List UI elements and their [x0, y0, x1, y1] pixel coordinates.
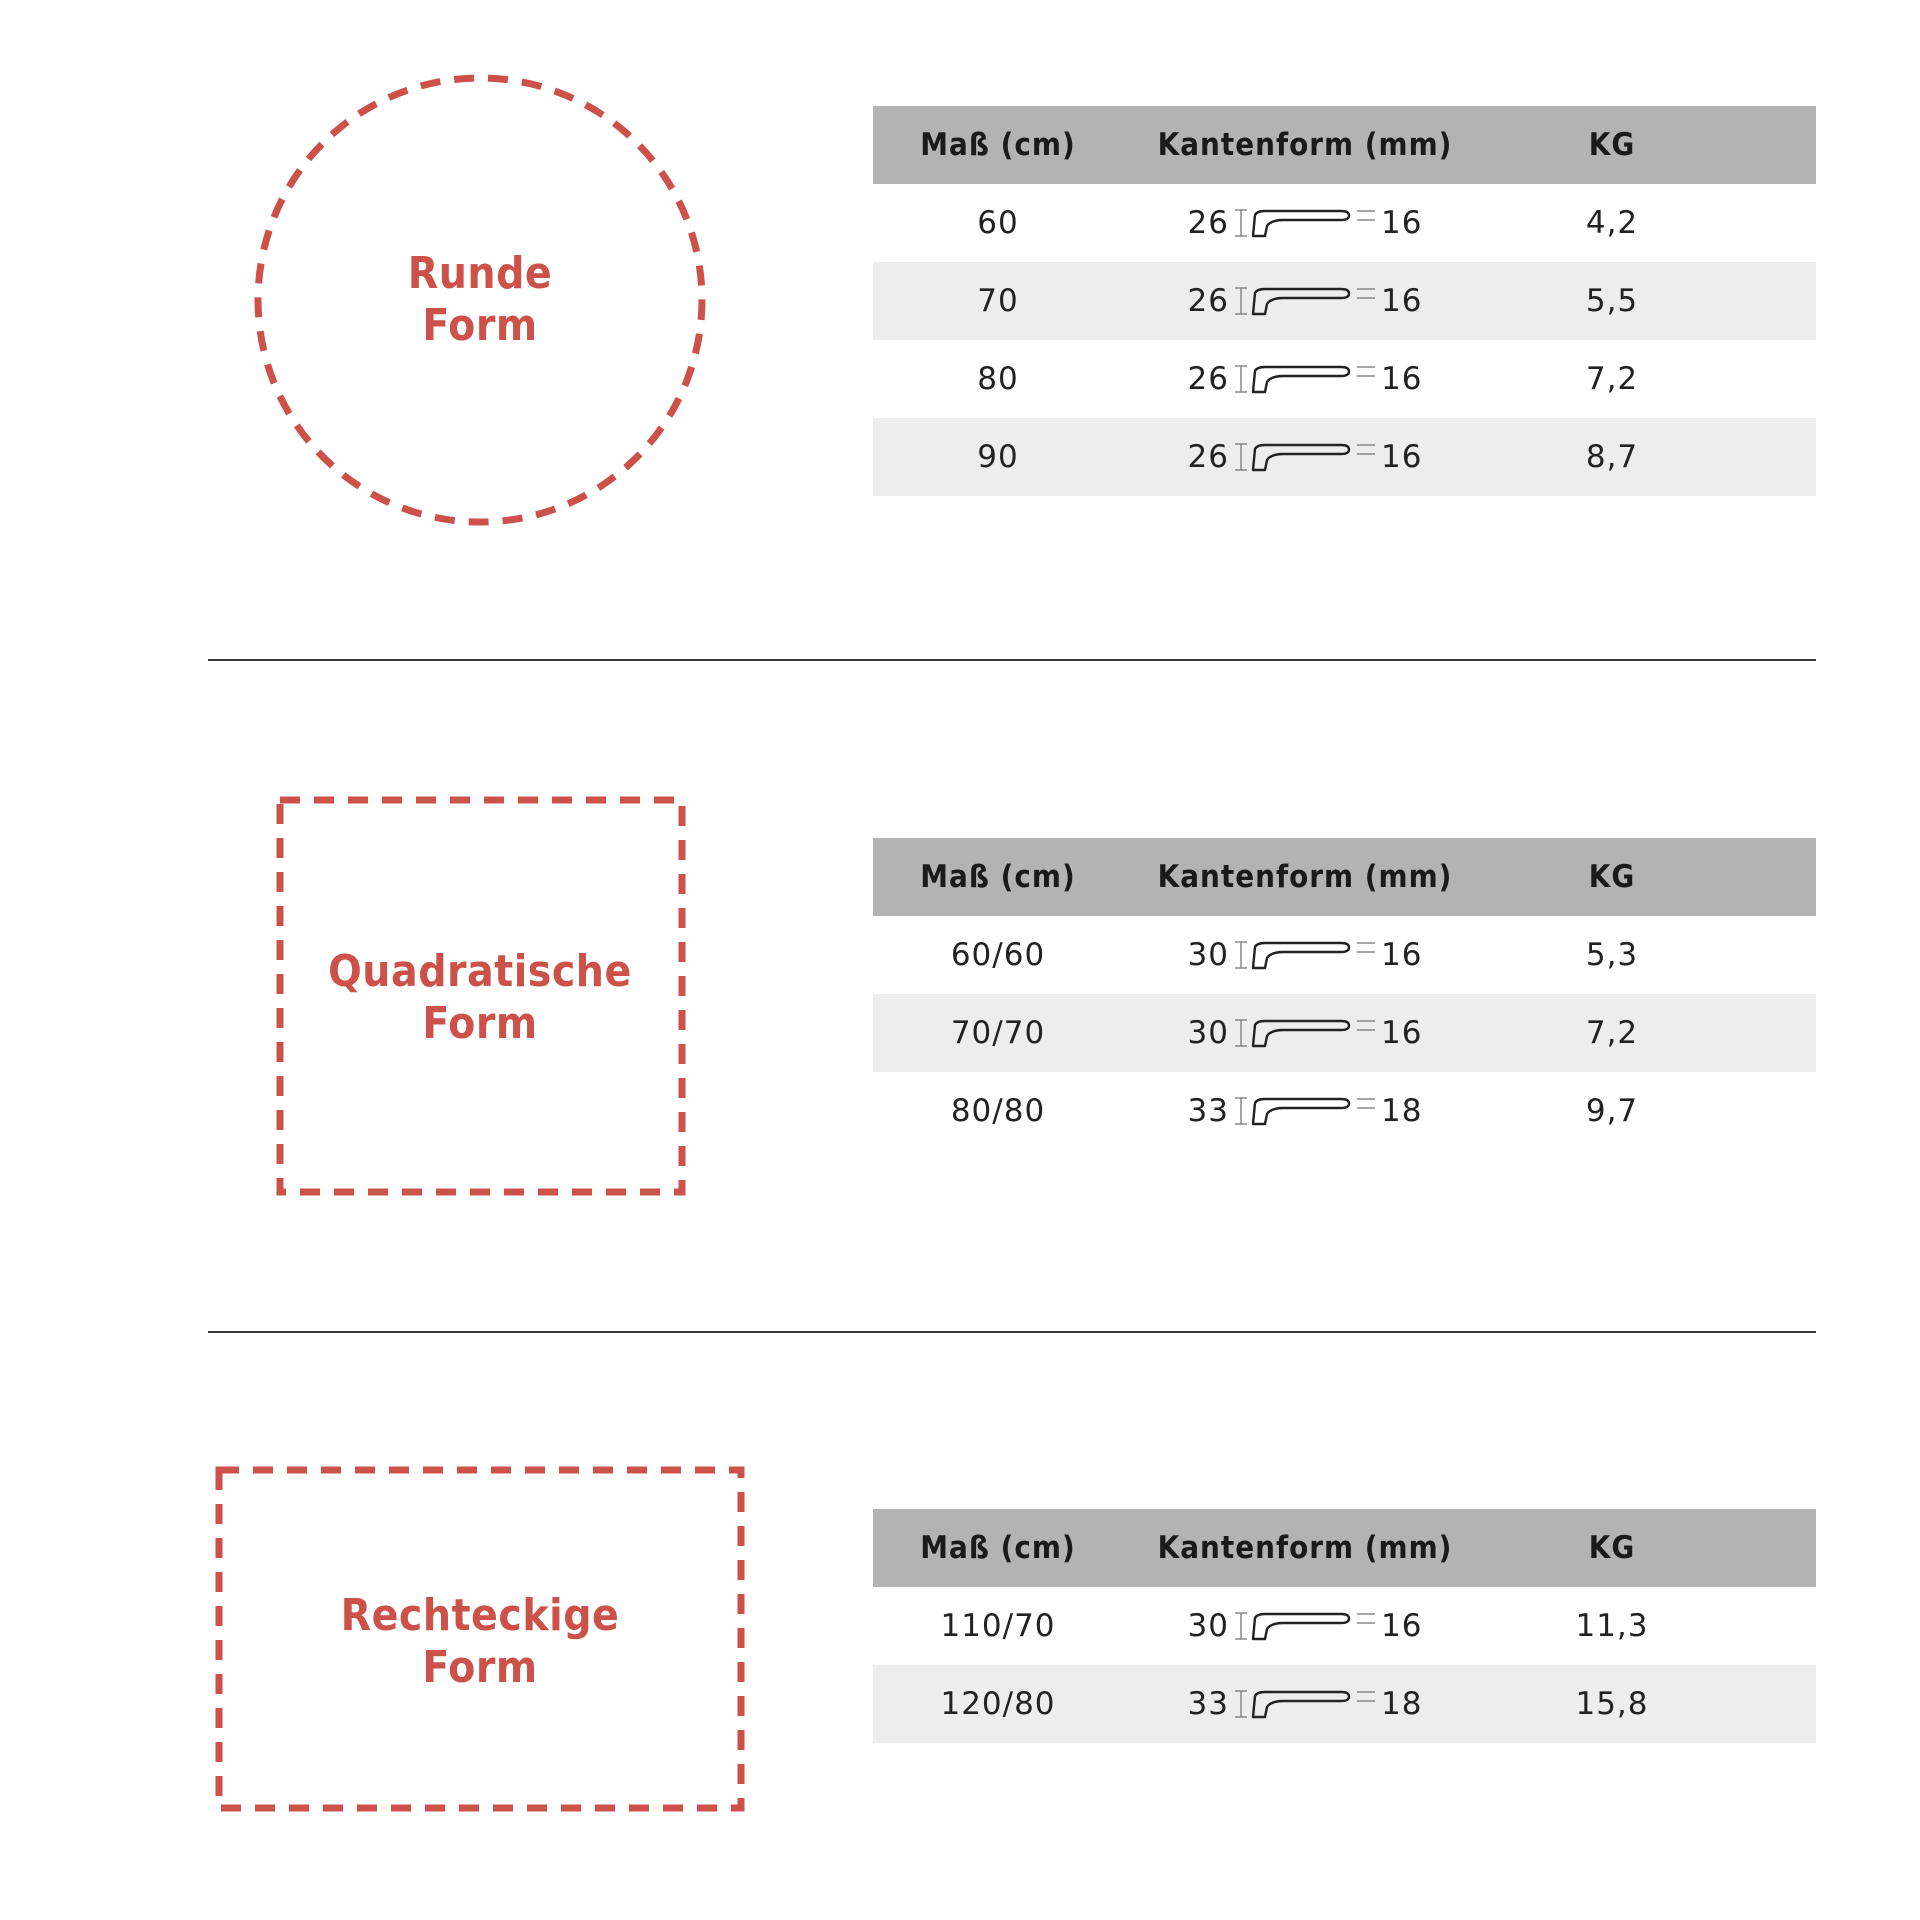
table-header — [873, 838, 1816, 916]
cell-edge — [1123, 203, 1487, 243]
edge-left-value: 26 — [1187, 361, 1229, 397]
edge-right-value: 18 — [1381, 1093, 1423, 1129]
header-kg: KG — [1588, 859, 1636, 895]
table-header — [873, 1509, 1816, 1587]
edge-left-value: 26 — [1187, 439, 1229, 475]
cell-kg: 15,8 — [1575, 1686, 1649, 1722]
table-row — [873, 418, 1816, 496]
header-kg: KG — [1588, 1530, 1636, 1566]
cell-size: 80 — [977, 361, 1019, 397]
header-edge: Kantenform (mm) — [1157, 1530, 1453, 1566]
cell-edge — [1123, 935, 1487, 975]
header-kg: KG — [1588, 127, 1636, 163]
edge-right-value: 16 — [1381, 439, 1423, 475]
cell-size: 70/70 — [950, 1015, 1046, 1051]
edge-right-value: 16 — [1381, 1608, 1423, 1644]
cell-kg: 8,7 — [1585, 439, 1639, 475]
round-shape-label — [330, 248, 630, 352]
table-row — [873, 994, 1816, 1072]
edge-profile-icon — [1231, 1091, 1379, 1131]
cell-edge — [1123, 1013, 1487, 1053]
square-label-line-1: Quadratische — [328, 946, 632, 997]
edge-left-value: 26 — [1187, 205, 1229, 241]
edge-left-value: 33 — [1187, 1686, 1229, 1722]
cell-kg: 5,3 — [1585, 937, 1639, 973]
rectangle-shape-label — [300, 1590, 660, 1694]
cell-kg: 7,2 — [1585, 361, 1639, 397]
cell-size: 110/70 — [940, 1608, 1056, 1644]
table-row — [873, 1665, 1816, 1743]
edge-profile-icon — [1231, 359, 1379, 399]
cell-size: 90 — [977, 439, 1019, 475]
square-label-line-2: Form — [422, 998, 538, 1049]
cell-size: 80/80 — [950, 1093, 1046, 1129]
cell-edge — [1123, 1606, 1487, 1646]
table-row — [873, 1587, 1816, 1665]
cell-kg: 11,3 — [1575, 1608, 1649, 1644]
edge-left-value: 30 — [1187, 1015, 1229, 1051]
round-spec-table — [873, 106, 1816, 496]
cell-kg: 9,7 — [1585, 1093, 1639, 1129]
edge-profile-icon — [1231, 203, 1379, 243]
header-size: Maß (cm) — [920, 859, 1076, 895]
cell-size: 60 — [977, 205, 1019, 241]
table-row — [873, 184, 1816, 262]
section-divider — [208, 659, 1816, 661]
header-size: Maß (cm) — [920, 1530, 1076, 1566]
round-label-line-1: Runde — [407, 248, 553, 299]
cell-edge — [1123, 1091, 1487, 1131]
header-edge: Kantenform (mm) — [1157, 127, 1453, 163]
edge-left-value: 30 — [1187, 1608, 1229, 1644]
cell-edge — [1123, 1684, 1487, 1724]
table-row — [873, 262, 1816, 340]
edge-profile-icon — [1231, 1013, 1379, 1053]
cell-size: 120/80 — [940, 1686, 1056, 1722]
edge-right-value: 18 — [1381, 1686, 1423, 1722]
edge-right-value: 16 — [1381, 205, 1423, 241]
edge-left-value: 33 — [1187, 1093, 1229, 1129]
cell-edge — [1123, 359, 1487, 399]
rectangle-spec-table — [873, 1509, 1816, 1743]
table-row — [873, 916, 1816, 994]
square-spec-table — [873, 838, 1816, 1150]
edge-right-value: 16 — [1381, 1015, 1423, 1051]
round-label-line-2: Form — [422, 300, 538, 351]
cell-size: 60/60 — [950, 937, 1046, 973]
rectangle-label-line-1: Rechteckige — [340, 1590, 620, 1641]
header-edge: Kantenform (mm) — [1157, 859, 1453, 895]
section-divider — [208, 1331, 1816, 1333]
cell-edge — [1123, 281, 1487, 321]
edge-profile-icon — [1231, 281, 1379, 321]
cell-kg: 7,2 — [1585, 1015, 1639, 1051]
cell-kg: 4,2 — [1585, 205, 1639, 241]
header-size: Maß (cm) — [920, 127, 1076, 163]
cell-edge — [1123, 437, 1487, 477]
edge-profile-icon — [1231, 437, 1379, 477]
edge-left-value: 30 — [1187, 937, 1229, 973]
cell-size: 70 — [977, 283, 1019, 319]
cell-kg: 5,5 — [1585, 283, 1639, 319]
square-shape-label — [300, 946, 660, 1050]
edge-profile-icon — [1231, 1606, 1379, 1646]
edge-right-value: 16 — [1381, 937, 1423, 973]
edge-right-value: 16 — [1381, 283, 1423, 319]
table-row — [873, 340, 1816, 418]
edge-profile-icon — [1231, 935, 1379, 975]
table-row — [873, 1072, 1816, 1150]
table-header — [873, 106, 1816, 184]
edge-profile-icon — [1231, 1684, 1379, 1724]
edge-right-value: 16 — [1381, 361, 1423, 397]
edge-left-value: 26 — [1187, 283, 1229, 319]
rectangle-label-line-2: Form — [422, 1642, 538, 1693]
